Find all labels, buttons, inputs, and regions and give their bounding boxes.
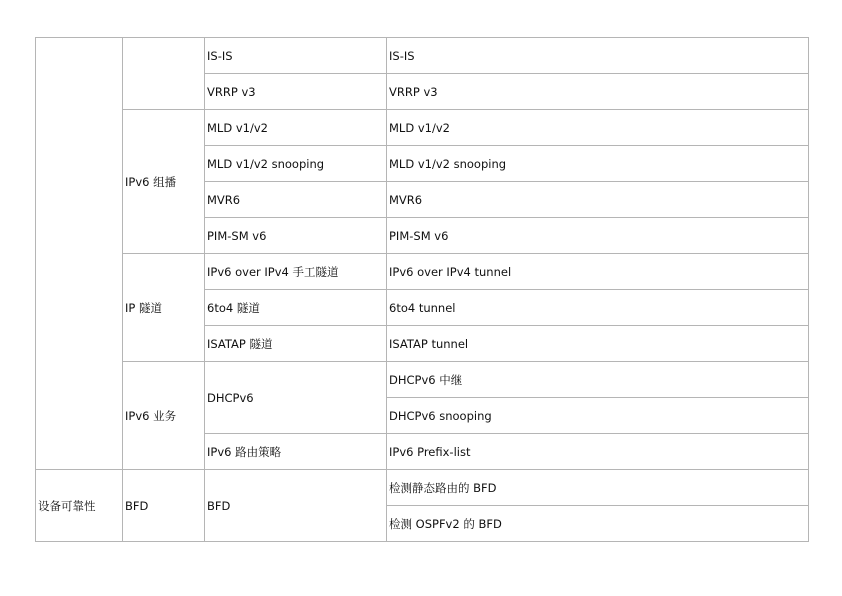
feature-table bbox=[35, 37, 809, 542]
feature-cell: VRRP v3 bbox=[205, 74, 387, 110]
description-cell: MVR6 bbox=[387, 182, 809, 218]
description-cell: DHCPv6 snooping bbox=[387, 398, 809, 434]
description-cell: DHCPv6 中继 bbox=[387, 362, 809, 398]
feature-cell: MLD v1/v2 snooping bbox=[205, 146, 387, 182]
feature-cell: IPv6 over IPv4 手工隧道 bbox=[205, 254, 387, 290]
feature-cell: ISATAP 隧道 bbox=[205, 326, 387, 362]
feature-cell: BFD bbox=[205, 470, 387, 542]
feature-cell: MVR6 bbox=[205, 182, 387, 218]
subcategory-cell: IP 隧道 bbox=[123, 254, 205, 362]
feature-cell: 6to4 隧道 bbox=[205, 290, 387, 326]
description-cell: PIM-SM v6 bbox=[387, 218, 809, 254]
feature-cell: PIM-SM v6 bbox=[205, 218, 387, 254]
description-cell: IPv6 over IPv4 tunnel bbox=[387, 254, 809, 290]
subcategory-cell: IPv6 组播 bbox=[123, 110, 205, 254]
table-row bbox=[36, 110, 809, 146]
table-row bbox=[36, 38, 809, 74]
category-cell: 设备可靠性 bbox=[36, 470, 123, 542]
subcategory-cell: IPv6 业务 bbox=[123, 362, 205, 470]
description-cell: IPv6 Prefix-list bbox=[387, 434, 809, 470]
feature-cell: MLD v1/v2 bbox=[205, 110, 387, 146]
description-cell: 6to4 tunnel bbox=[387, 290, 809, 326]
description-cell: MLD v1/v2 snooping bbox=[387, 146, 809, 182]
description-cell: MLD v1/v2 bbox=[387, 110, 809, 146]
description-cell: 检测 OSPFv2 的 BFD bbox=[387, 506, 809, 542]
feature-cell: DHCPv6 bbox=[205, 362, 387, 434]
description-cell: 检测静态路由的 BFD bbox=[387, 470, 809, 506]
subcategory-cell: BFD bbox=[123, 470, 205, 542]
subcategory-cell bbox=[123, 38, 205, 110]
table-row bbox=[36, 470, 809, 506]
table-row bbox=[36, 254, 809, 290]
feature-cell: IPv6 路由策略 bbox=[205, 434, 387, 470]
table-row bbox=[36, 362, 809, 398]
description-cell: ISATAP tunnel bbox=[387, 326, 809, 362]
category-cell bbox=[36, 38, 123, 470]
description-cell: VRRP v3 bbox=[387, 74, 809, 110]
description-cell: IS-IS bbox=[387, 38, 809, 74]
feature-cell: IS-IS bbox=[205, 38, 387, 74]
